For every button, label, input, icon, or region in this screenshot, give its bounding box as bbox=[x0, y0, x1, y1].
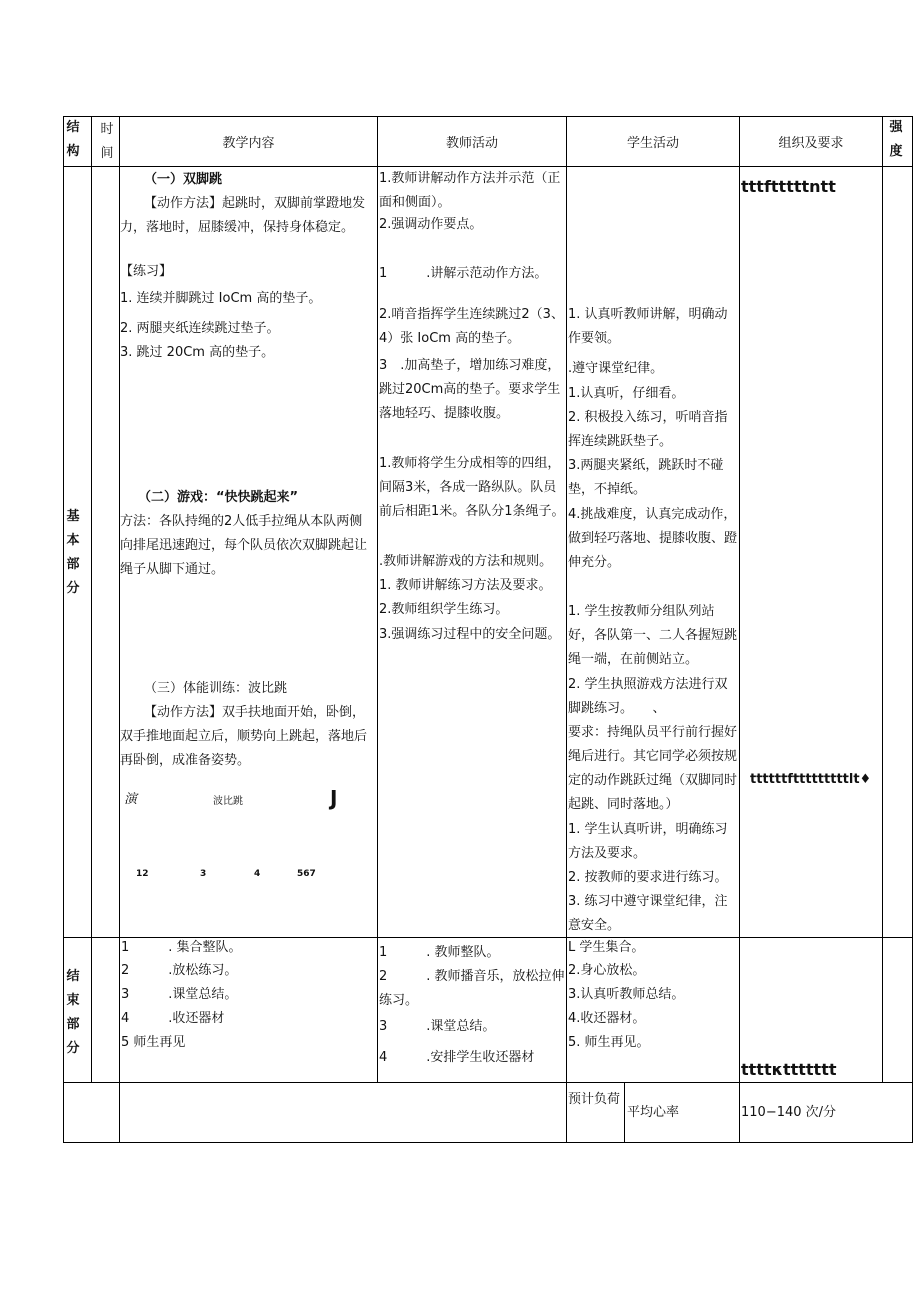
section-end-label: 结束部分 bbox=[66, 969, 80, 1056]
s3-title: （三）体能训练：波比跳 bbox=[144, 681, 288, 696]
header-intensity: 强度 bbox=[889, 120, 903, 159]
student-p5: 3.两腿夹紧纸，跳跃时不碰垫，不掉纸。 bbox=[568, 458, 724, 497]
student-p2: .遵守课堂纪律。 bbox=[568, 361, 664, 376]
diagram-num-4: 567 bbox=[297, 869, 316, 879]
s3-method: 【动作方法】双手扶地面开始，卧倒，双手推地面起立后，顺势向上跳起，落地后再卧倒，成准备姿势。 bbox=[120, 705, 368, 768]
teacher-p3: 1 .讲解示范动作方法。 bbox=[379, 266, 548, 281]
diagram-left-glyph: 演 bbox=[124, 792, 138, 807]
end-content-3: 3 .课堂总结。 bbox=[121, 987, 238, 1002]
student-p6: 4.挑战难度，认真完成动作，做到轻巧落地、提膝收腹、蹬伸充分。 bbox=[568, 507, 738, 570]
teacher-p8: 1. 教师讲解练习方法及要求。 bbox=[379, 578, 552, 593]
diagram-num-1: 12 bbox=[136, 869, 149, 879]
s1-title: （一）双脚跳 bbox=[144, 172, 223, 187]
practice-title: 【练习】 bbox=[120, 264, 173, 279]
s2-method: 方法：各队持绳的2人低手拉绳从本队两侧向排尾迅速跑过，每个队员依次双脚跳起让绳子从脚下通过。 bbox=[120, 514, 368, 577]
end-student-4: 4.收还器材。 bbox=[568, 1011, 646, 1026]
header-content: 教学内容 bbox=[222, 136, 275, 151]
teacher-p2: 2.强调动作要点。 bbox=[379, 217, 483, 232]
end-student-1: L 学生集合。 bbox=[568, 940, 645, 955]
header-time: 时间 bbox=[100, 122, 114, 161]
teacher-p7: .教师讲解游戏的方法和规则。 bbox=[379, 554, 553, 569]
section-basic-label: 基本部分 bbox=[66, 509, 80, 596]
end-teacher-3: 3 .课堂总结。 bbox=[379, 1019, 496, 1034]
diagram-title: 波比跳 bbox=[213, 796, 243, 807]
end-content-4: 4 .收还器材 bbox=[121, 1011, 225, 1026]
end-teacher-2: 2 . 教师播音乐，放松拉伸练习。 bbox=[379, 969, 565, 1008]
end-content-5: 5 师生再见 bbox=[121, 1035, 186, 1050]
student-p11: 2. 按教师的要求进行练习。 bbox=[568, 870, 728, 885]
teacher-p6: 1.教师将学生分成相等的四组，间隔3米，各成一路纵队。队员前后相距1米。各队分1条绳子。 bbox=[379, 456, 565, 519]
practice-item-3: 3. 跳过 20Cm 高的垫子。 bbox=[120, 345, 275, 360]
student-p10: 1. 学生认真听讲，明确练习方法及要求。 bbox=[568, 822, 728, 861]
teacher-p4: 2.哨音指挥学生连续跳过2（3、4）张 IoCm 高的垫子。 bbox=[379, 307, 564, 346]
formation-top-glyphs: tttftttttntt bbox=[741, 177, 836, 196]
header-structure: 结构 bbox=[66, 120, 80, 159]
student-p4: 2. 积极投入练习，听哨音指挥连续跳跃垫子。 bbox=[568, 410, 728, 449]
student-p1: 1. 认真听教师讲解，明确动作要领。 bbox=[568, 307, 728, 346]
student-p3: 1.认真听，仔细看。 bbox=[568, 386, 685, 401]
end-teacher-1: 1 . 教师整队。 bbox=[379, 945, 500, 960]
end-student-2: 2.身心放松。 bbox=[568, 963, 646, 978]
diagram-num-2: 3 bbox=[200, 869, 207, 879]
header-student: 学生活动 bbox=[626, 136, 679, 151]
teacher-p9: 2.教师组织学生练习。 bbox=[379, 602, 509, 617]
diagram-num-3: 4 bbox=[254, 869, 261, 879]
end-student-5: 5. 师生再见。 bbox=[568, 1035, 650, 1050]
teacher-p5: 3 .加高垫子，增加练习难度，跳过20Cm高的垫子。要求学生落地轻巧、提膝收腹。 bbox=[379, 358, 561, 421]
s1-method: 【动作方法】起跳时，双脚前掌蹬地发力，落地时，屈膝缓冲，保持身体稳定。 bbox=[120, 196, 366, 235]
diagram-right-glyph: J bbox=[330, 786, 338, 810]
student-p8: 2. 学生执照游戏方法进行双脚跳练习。 、 bbox=[568, 677, 728, 716]
end-content-2: 2 .放松练习。 bbox=[121, 963, 238, 978]
student-p7: 1. 学生按教师分组队列站好，各队第一、二人各握短跳绳一端，在前侧站立。 bbox=[568, 604, 738, 667]
student-p12: 3. 练习中遵守课堂纪律，注意安全。 bbox=[568, 894, 728, 933]
s2-title: （二）游戏：“快快跳起来” bbox=[138, 490, 299, 505]
teacher-p1: 1.教师讲解动作方法并示范（正面和侧面）。 bbox=[379, 171, 561, 210]
header-org: 组织及要求 bbox=[778, 136, 844, 151]
teacher-p10: 3.强调练习过程中的安全问题。 bbox=[379, 627, 561, 642]
end-teacher-4: 4 .安排学生收还器材 bbox=[379, 1050, 535, 1065]
formation-mid-glyphs: ttttttftttttttttlt♦ bbox=[750, 772, 872, 787]
heart-rate-label: 平均心率 bbox=[627, 1105, 680, 1120]
header-teacher: 教师活动 bbox=[445, 136, 498, 151]
heart-rate-value: 110−140 次/分 bbox=[741, 1105, 837, 1120]
practice-item-1: 1. 连续并脚跳过 IoCm 高的垫子。 bbox=[120, 291, 322, 306]
practice-item-2: 2. 两腿夹纸连续跳过垫子。 bbox=[120, 321, 280, 336]
end-student-3: 3.认真听教师总结。 bbox=[568, 987, 685, 1002]
end-content-1: 1 . 集合整队。 bbox=[121, 940, 242, 955]
student-p9: 要求：持绳队员平行前行握好绳后进行。其它同学必须按规定的动作跳跃过绳（双脚同时起跳、同时落地。） bbox=[568, 725, 738, 812]
load-label: 预计负荷 bbox=[568, 1092, 621, 1107]
end-formation-glyphs: ttttκttttttt bbox=[741, 1060, 837, 1079]
